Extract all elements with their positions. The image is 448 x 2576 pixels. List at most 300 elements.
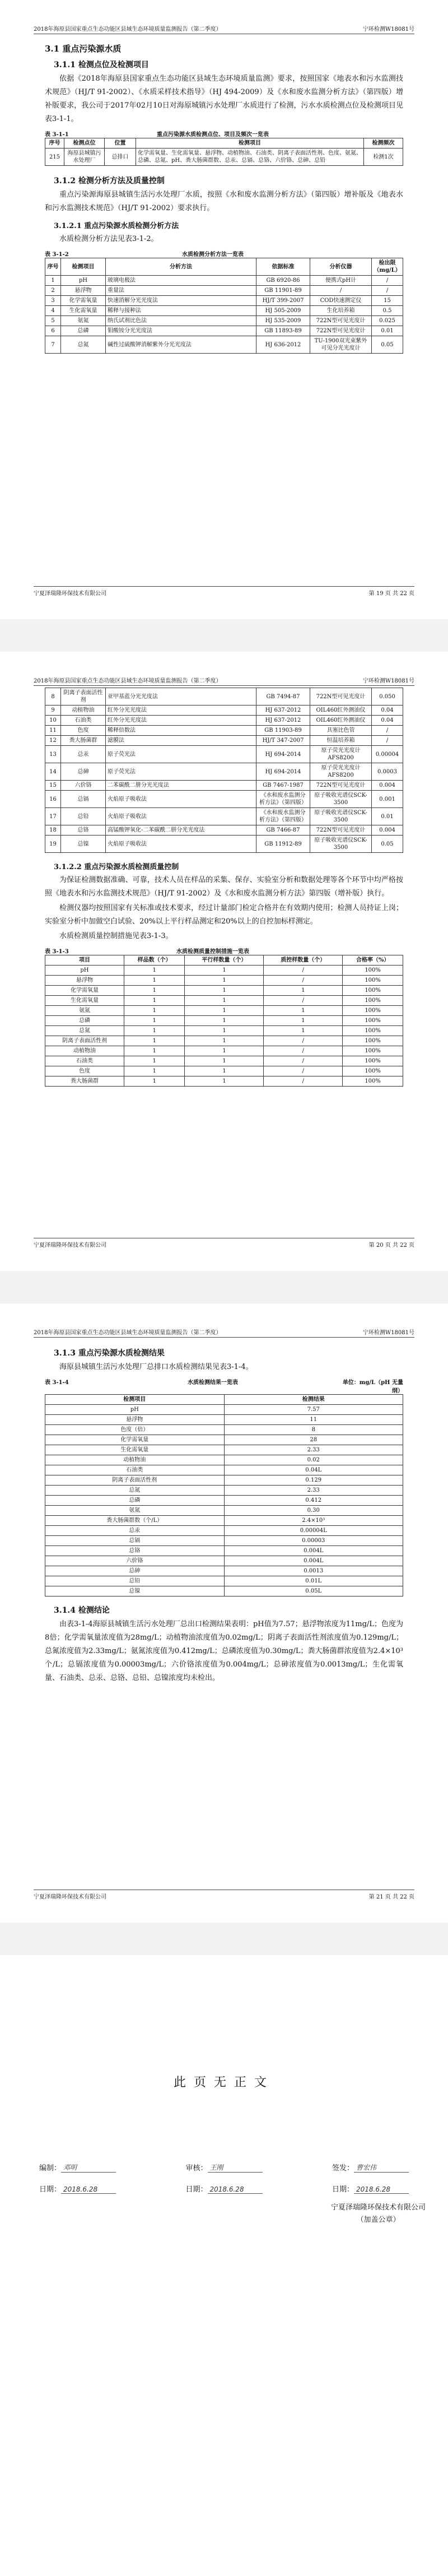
compiler-signature: 邓明	[61, 2162, 116, 2173]
table-header-cell: 检测项目	[61, 258, 106, 276]
header-report-number: 宁环检测W18081号	[362, 678, 414, 684]
table-cell: GB 11912-89	[256, 836, 310, 853]
table-cell: 总磷	[45, 1016, 124, 1026]
table-cell: 17	[45, 808, 61, 825]
table-row	[45, 1556, 403, 1566]
table-cell: 火焰原子吸收法	[106, 808, 256, 825]
table-cell: 生化培养箱	[310, 306, 372, 316]
paragraph: 为保证检测数据准确、可靠，技术人员在样品的采集、保存、实验室分析和数据处理等各个环节中均严格按照《地表水和污水监测技术规范》（HJ/T 91-2002）及《水和废水监测分析方法》第四版（增补版）执行。	[45, 876, 403, 898]
table-cell: GB 7494-87	[256, 688, 310, 706]
table-cell: 1	[124, 966, 185, 976]
paragraph: 海原县城镇生活污水处理厂总排口水质检测结果见表3-1-4。	[59, 1363, 253, 1371]
table-cell: 8	[45, 688, 61, 706]
table-cell: HJ 694-2014	[256, 763, 310, 781]
table-cell: 1	[185, 996, 264, 1006]
table-cell: OIL460红外测油仪	[310, 716, 372, 726]
table-cell: 100%	[343, 1046, 403, 1056]
table-cell: 15	[372, 296, 403, 306]
page-header	[34, 24, 414, 34]
footer-company: 宁夏泽瑞隆环保技术有限公司	[34, 591, 106, 597]
table-cell: 8	[224, 1425, 403, 1435]
table-header-cell: 平行样数量（个）	[185, 955, 264, 966]
table-row	[45, 1496, 403, 1506]
table-cell: 原子荧光法	[106, 746, 256, 763]
table-cell: 滤膜法	[106, 736, 256, 746]
table-cell: /	[264, 1076, 343, 1087]
table-cell: /	[264, 996, 343, 1006]
report-page-4	[0, 1955, 448, 2576]
table-header-cell: 分析仪器	[310, 258, 372, 276]
table-cell: 28	[224, 1435, 403, 1445]
table-cell: GB 11903-89	[256, 726, 310, 736]
table-cell: 0.01	[372, 808, 403, 825]
table-cell: 氨氮	[61, 316, 106, 326]
table-cell: 100%	[343, 1066, 403, 1076]
table-cell: 阴离子表面活性剂	[45, 1036, 124, 1046]
page-footer	[34, 1238, 414, 1248]
table-cell: 粪大肠菌群数（个/L）	[45, 1516, 225, 1526]
table-row	[45, 976, 403, 986]
issue-date: 2018.6.28	[354, 2185, 409, 2194]
table-cell: 阴离子表面活性剂	[61, 688, 106, 706]
table-row	[45, 1566, 403, 1576]
table-row	[45, 1076, 403, 1087]
table-row	[45, 1026, 403, 1036]
seal-note: （加盖公章）	[356, 2216, 400, 2224]
table-row	[45, 1046, 403, 1056]
paragraph: 依据《2018年海原县国家重点生态功能区县域生态环境质量监测》要求，按照国家《地表水和污水监测技术规范》（HJ/T 91-2002）、《水质采样技术指导》（HJ 494-2009）及《水和废水监测分析方法》（第四版）增补版要求，我公司于2017年02月10日对海原城镇污水处理厂水质进行了检测，污水水质检测点位及检测项目见表3-1-1。	[45, 75, 403, 123]
table-cell: 亚甲基蓝分光光度法	[106, 688, 256, 706]
table-cell: 总氮	[61, 336, 106, 354]
page-number: 第 20 页 共 22 页	[368, 1242, 414, 1248]
table-cell: 总镍	[45, 1586, 225, 1596]
table-cell: 2.4×10³	[224, 1516, 403, 1526]
table-cell: 氨氮	[45, 1506, 225, 1516]
table-cell: 总磷	[61, 326, 106, 336]
paragraph: 检测仪器均按照国家有关标准或技术要求，经过计量部门检定合格并在有效期内使用；检测人员持证上岗；实验室分析中加做空白试验、20%以上平行样品测定和20%以上的自控加标样测定。	[45, 904, 403, 926]
table-cell: 悬浮物	[61, 286, 106, 296]
table-cell: 原子荧光光度计AFS8200	[310, 746, 372, 763]
table-row	[45, 1006, 403, 1016]
table-cell: 1	[185, 986, 264, 996]
table-caption	[45, 129, 403, 138]
table-cell: 3	[45, 296, 61, 306]
table-row	[45, 336, 403, 354]
table-row	[45, 1445, 403, 1455]
table-cell: 总砷	[61, 763, 106, 781]
table-cell: 重量法	[106, 286, 256, 296]
table-row	[45, 706, 403, 716]
table-cell: 1	[185, 976, 264, 986]
table-cell: 色度	[61, 726, 106, 736]
table-cell: 13	[45, 746, 61, 763]
table-cell: 动植物油	[45, 1455, 225, 1465]
table-cell: 总镉	[61, 791, 106, 808]
table-row	[45, 986, 403, 996]
table-row	[45, 276, 403, 286]
table-cell: 722N型可见光度计	[310, 688, 372, 706]
page-header	[34, 675, 414, 686]
table-caption	[45, 1377, 403, 1394]
paragraph: 水质检测质量控制措施见表3-1-3。	[59, 932, 173, 940]
table-cell: 石油类	[45, 1056, 124, 1066]
table-cell: 12	[45, 736, 61, 746]
subsubsection-heading: 3.1.2.1 重点污染源水质检测分析方法	[54, 222, 179, 230]
table-cell: /	[372, 276, 403, 286]
table-cell: 100%	[343, 966, 403, 976]
table-cell: 总氮	[45, 1486, 225, 1496]
table-row	[45, 825, 403, 836]
table-cell: 原子吸收光谱仪SCK-3500	[310, 836, 372, 853]
table-row	[45, 688, 403, 706]
table-cell: /	[264, 1046, 343, 1056]
table-number: 表 3-1-1	[45, 132, 69, 138]
page-number: 第 19 页 共 22 页	[368, 591, 414, 597]
table-cell: 6	[45, 326, 61, 336]
table-cell: 1	[124, 1006, 185, 1016]
table-cell: 二苯碳酰二肼分光光度法	[106, 781, 256, 791]
table-cell: 10	[45, 716, 61, 726]
report-page-1	[0, 0, 448, 619]
date-label: 日期：	[185, 2185, 208, 2194]
table-cell: HJ 535-2009	[256, 316, 310, 326]
table-row	[45, 791, 403, 808]
table-cell: 1	[185, 1006, 264, 1016]
table-cell: 0.04L	[224, 1465, 403, 1475]
table-cell: /	[264, 1066, 343, 1076]
table-header-cell: 样品数（个）	[124, 955, 185, 966]
table-cell: 海原县城镇污水处理厂	[64, 148, 105, 166]
table-cell: 7	[45, 336, 61, 354]
table-cell: 0.00003	[224, 1536, 403, 1546]
table-cell: 15	[45, 781, 61, 791]
table-cell: 1	[124, 1056, 185, 1066]
header-title: 2018年海原县国家重点生态功能区县域生态环境质量监测报告（第二季度）	[34, 1330, 222, 1336]
table-cell: 玻璃电极法	[106, 276, 256, 286]
table-title: 重点污染源水质检测点位、项目及频次一览表	[157, 132, 269, 138]
table-cell: 0.05	[372, 836, 403, 853]
table-header-cell: 质控样数量（个）	[264, 955, 343, 966]
table-cell: 1	[45, 276, 61, 286]
table-header-cell: 检测项目	[45, 1395, 225, 1405]
table-cell: 100%	[343, 976, 403, 986]
table-cell: 722N型可见光度计	[310, 781, 372, 791]
table-cell: 生化需氧量	[61, 306, 106, 316]
section-heading: 3.1 重点污染源水质	[45, 44, 122, 54]
table-row	[45, 1576, 403, 1586]
table-header-cell: 检测项目	[136, 138, 364, 148]
issuer-signature: 曹宏伟	[354, 2162, 409, 2173]
table-cell: 2.33	[224, 1486, 403, 1496]
table-cell: 100%	[343, 1026, 403, 1036]
table-cell: 化学需氧量	[45, 986, 124, 996]
table-cell: 0.5	[372, 306, 403, 316]
table-cell: 1	[264, 1016, 343, 1026]
table-cell: 阴离子表面活性剂	[45, 1475, 225, 1486]
table-cell: /	[264, 1036, 343, 1046]
table-cell: pH	[61, 276, 106, 286]
table-cell: /	[372, 736, 403, 746]
table-cell: 0.004L	[224, 1546, 403, 1556]
table-cell: 0.412	[224, 1496, 403, 1506]
date-label: 日期：	[39, 2185, 62, 2194]
table-cell: 火焰原子吸收法	[106, 791, 256, 808]
table-row	[45, 1475, 403, 1486]
subsection-heading: 3.1.2 检测分析方法及质量控制	[54, 177, 165, 185]
table-cell: GB 11893-89	[256, 326, 310, 336]
table-cell: 1	[185, 1056, 264, 1066]
table-cell: 100%	[343, 1006, 403, 1016]
issue-label: 签发：	[332, 2164, 354, 2173]
table-cell: 16	[45, 791, 61, 808]
table-header-cell: 检测点位	[64, 138, 105, 148]
table-row	[45, 296, 403, 306]
table-cell: 5	[45, 316, 61, 326]
subsection-heading: 3.1.1 检测点位及检测项目	[54, 61, 149, 69]
table-cell: /	[310, 286, 372, 296]
table-cell: 石油类	[61, 716, 106, 726]
table-cell: 色度	[45, 1066, 124, 1076]
table-cell: 色度（倍）	[45, 1425, 225, 1435]
table-row	[45, 1546, 403, 1556]
table-cell: 总铅	[45, 1576, 225, 1586]
table-cell: 1	[124, 1076, 185, 1087]
table-cell: 1	[124, 986, 185, 996]
table-cell: COD快速测定仪	[310, 296, 372, 306]
table-cell: 《水和废水监测分析方法》（第四版）	[256, 791, 310, 808]
table-cell: 化学需氧量	[45, 1435, 225, 1445]
table-header-cell: 序号	[45, 138, 64, 148]
table-cell: 14	[45, 763, 61, 781]
table-cell: 1	[124, 996, 185, 1006]
table-row	[45, 148, 403, 166]
company-name: 宁夏泽瑞隆环保技术有限公司	[330, 2203, 426, 2212]
table-cell: 1	[124, 1026, 185, 1036]
table-cell: 0.04	[372, 706, 403, 716]
table-cell: 六价铬	[61, 781, 106, 791]
table-cell: 0.025	[372, 316, 403, 326]
table-row	[45, 736, 403, 746]
header-report-number: 宁环检测W18081号	[362, 26, 414, 33]
table-cell: 碱性过硫酸钾消解紫外分光光度法	[106, 336, 256, 354]
table-cell: GB 7466-87	[256, 825, 310, 836]
table-row	[45, 966, 403, 976]
table-cell: 722N型可见光度计	[310, 326, 372, 336]
table-cell: 总氮	[45, 1026, 124, 1036]
subsection-heading: 3.1.3 重点污染源水质检测结果	[54, 1349, 165, 1358]
table-row	[45, 716, 403, 726]
table-row	[45, 1455, 403, 1465]
table-header-cell: 序号	[45, 258, 61, 276]
signature-block	[39, 2157, 409, 2194]
table-cell: HJ 694-2014	[256, 746, 310, 763]
table-cell: 生化需氧量	[45, 1445, 225, 1455]
table-cell: 总汞	[61, 746, 106, 763]
table-header-cell: 检出限（mg/L）	[372, 258, 403, 276]
table-cell: 总汞	[45, 1526, 225, 1536]
analysis-methods-table	[45, 258, 403, 354]
table-cell: 总铅	[61, 808, 106, 825]
compile-label: 编制：	[39, 2164, 62, 2173]
table-cell: OIL460红外测油仪	[310, 706, 372, 716]
table-cell: /	[372, 286, 403, 296]
table-cell: 0.129	[224, 1475, 403, 1486]
table-cell: 0.05L	[224, 1586, 403, 1596]
report-page-3	[0, 1303, 448, 1923]
table-unit: 单位：mg/L（pH 无量纲）	[342, 1380, 403, 1394]
table-row	[45, 1435, 403, 1445]
table-cell: 0.004	[372, 781, 403, 791]
table-cell: 19	[45, 836, 61, 853]
table-cell: GB 6920-86	[256, 276, 310, 286]
table-header-cell: 合格率（%）	[343, 955, 403, 966]
table-cell: 1	[124, 1046, 185, 1056]
table-cell: 恒温培养箱	[310, 736, 372, 746]
table-cell: 石油类	[45, 1465, 225, 1475]
table-number: 表 3-1-3	[45, 949, 69, 955]
table-cell: 火焰原子吸收法	[106, 836, 256, 853]
table-cell: 1	[185, 1036, 264, 1046]
reviewer-signature: 王刚	[208, 2162, 263, 2173]
table-cell: 2.33	[224, 1445, 403, 1455]
table-cell: 1	[185, 1066, 264, 1076]
analysis-methods-table-continued	[45, 688, 403, 853]
table-cell: HJ 637-2012	[256, 706, 310, 716]
table-cell: 0.01	[372, 326, 403, 336]
table-cell: 红外分光光度法	[106, 716, 256, 726]
table-cell: HJ 636-2012	[256, 336, 310, 354]
table-cell: 100%	[343, 986, 403, 996]
table-cell: 总磷	[45, 1496, 225, 1506]
blank-page-notice: 此页无正文	[173, 2076, 274, 2090]
results-table	[45, 1394, 403, 1596]
table-cell: 纳氏试剂比色法	[106, 316, 256, 326]
page-header	[34, 1327, 414, 1338]
table-row	[45, 1425, 403, 1435]
table-row	[45, 1405, 403, 1415]
table-cell: /	[264, 1056, 343, 1066]
table-row	[45, 1526, 403, 1536]
paragraph: 水质检测分析方法见表3-1-2。	[59, 235, 158, 243]
table-cell: 粪大肠菌群	[61, 736, 106, 746]
table-cell: 1	[264, 1026, 343, 1036]
table-row	[45, 781, 403, 791]
table-cell: 快速消解分光光度法	[106, 296, 256, 306]
table-cell: HJ 637-2012	[256, 716, 310, 726]
table-cell: 便携式pH计	[310, 276, 372, 286]
table-cell: 0.0013	[224, 1566, 403, 1576]
table-cell: /	[372, 726, 403, 736]
table-number: 表 3-1-2	[45, 252, 69, 258]
table-cell: 化学需氧量	[61, 296, 106, 306]
table-row	[45, 1066, 403, 1076]
table-number: 表 3-1-4	[45, 1380, 69, 1386]
table-row	[45, 1486, 403, 1496]
page-footer	[34, 1890, 414, 1900]
table-cell: GB 7467-1987	[256, 781, 310, 791]
table-cell: 1	[124, 1066, 185, 1076]
quality-control-table	[45, 955, 403, 1087]
table-cell: 11	[224, 1415, 403, 1425]
table-cell: /	[264, 966, 343, 976]
table-title: 水质检测分析方法一览表	[182, 252, 244, 258]
table-cell: 0.00004L	[224, 1526, 403, 1536]
table-cell: 1	[124, 1036, 185, 1046]
table-cell: 18	[45, 825, 61, 836]
table-cell: GB 11901-89	[256, 286, 310, 296]
table-cell: 7.57	[224, 1405, 403, 1415]
table-cell: 2	[45, 286, 61, 296]
table-row	[45, 726, 403, 736]
table-cell: 100%	[343, 1056, 403, 1066]
table-caption	[45, 249, 403, 258]
table-cell: 722N型可见光度计	[310, 316, 372, 326]
table-cell: 总铬	[61, 825, 106, 836]
table-cell: 六价铬	[45, 1556, 225, 1566]
table-cell: 悬浮物	[45, 976, 124, 986]
table-row	[45, 1516, 403, 1526]
table-cell: 总排口	[105, 148, 136, 166]
table-cell: 0.0003	[372, 763, 403, 781]
table-cell: 1	[185, 1016, 264, 1026]
table-title: 水质检测结果一览表	[188, 1380, 238, 1386]
table-cell: 检测1次	[364, 148, 403, 166]
table-row	[45, 1415, 403, 1425]
table-cell: /	[264, 976, 343, 986]
table-row	[45, 836, 403, 853]
review-date: 2018.6.28	[208, 2185, 263, 2194]
page-footer	[34, 586, 414, 597]
subsection-heading: 3.1.4 检测结论	[54, 1606, 110, 1615]
table-row	[45, 746, 403, 763]
table-cell: 1	[185, 1026, 264, 1036]
table-cell: 0.02	[224, 1455, 403, 1465]
table-cell: 1	[185, 1076, 264, 1087]
table-cell: 化学需氧量、生化需氧量、悬浮物、动植物油、石油类、阴离子表面活性剂、色度、氨氮、总磷、总氮、pH、粪大肠菌群数、总汞、总镉、总铬、六价铬、总砷、总铅	[136, 148, 364, 166]
table-header-cell: 检测频次	[364, 138, 403, 148]
table-cell: 钼酸铵分光光度法	[106, 326, 256, 336]
table-cell: 生化需氧量	[45, 996, 124, 1006]
table-row	[45, 1016, 403, 1026]
table-cell: 1	[124, 976, 185, 986]
table-cell: 原子吸收光谱仪SCK-3500	[310, 791, 372, 808]
paragraph: 由表3-1-4海原县城镇生活污水处理厂总出口检测结果表明：pH值为7.57；悬浮物浓度为11mg/L；色度为8倍；化学需氧量浓度值为28mg/L；动植物油浓度值为0.02mg/L；阴离子表面活性剂浓度值为0.129mg/L；总氮浓度值为2.33mg/L；氨氮浓度值为0.412mg/L；总磷浓度值为0.30mg/L；粪大肠菌群浓度值为2.4×10³个/L；总镉浓度值为0.00003mg/L；六价铬浓度值为0.004mg/L；总砷浓度值为0.0013mg/L；生化需氧量、石油类、总汞、总铬、总铅、总镍浓度均未检出。	[45, 1620, 403, 1682]
table-row	[45, 306, 403, 316]
table-cell: 动植物油	[45, 1046, 124, 1056]
table-cell: 215	[45, 148, 64, 166]
table-cell: 总镉	[45, 1536, 225, 1546]
monitoring-points-table	[45, 138, 403, 166]
table-cell: 原子荧光法	[106, 763, 256, 781]
paragraph: 重点污染源海原县城镇生活污水处理厂水质，按照《水和废水监测分析方法》（第四版）增补版及《地表水和污水监测技术规范》（HJ/T 91-2002）要求执行。	[45, 191, 403, 212]
table-cell: 0.01L	[224, 1576, 403, 1586]
table-row	[45, 1056, 403, 1066]
table-cell: HJ/T 399-2007	[256, 296, 310, 306]
table-row	[45, 1586, 403, 1596]
table-row	[45, 763, 403, 781]
table-cell: 悬浮物	[45, 1415, 225, 1425]
table-header-cell: 位置	[105, 138, 136, 148]
table-cell: 具塞比色管	[310, 726, 372, 736]
table-cell: 总镍	[61, 836, 106, 853]
table-cell: 1	[264, 986, 343, 996]
table-row	[45, 326, 403, 336]
table-cell: 0.30	[224, 1506, 403, 1516]
header-title: 2018年海原县国家重点生态功能区县域生态环境质量监测报告（第二季度）	[34, 26, 222, 33]
page-number: 第 21 页 共 22 页	[368, 1894, 414, 1900]
table-cell: 红外分光光度法	[106, 706, 256, 716]
header-report-number: 宁环检测W18081号	[362, 1330, 414, 1336]
